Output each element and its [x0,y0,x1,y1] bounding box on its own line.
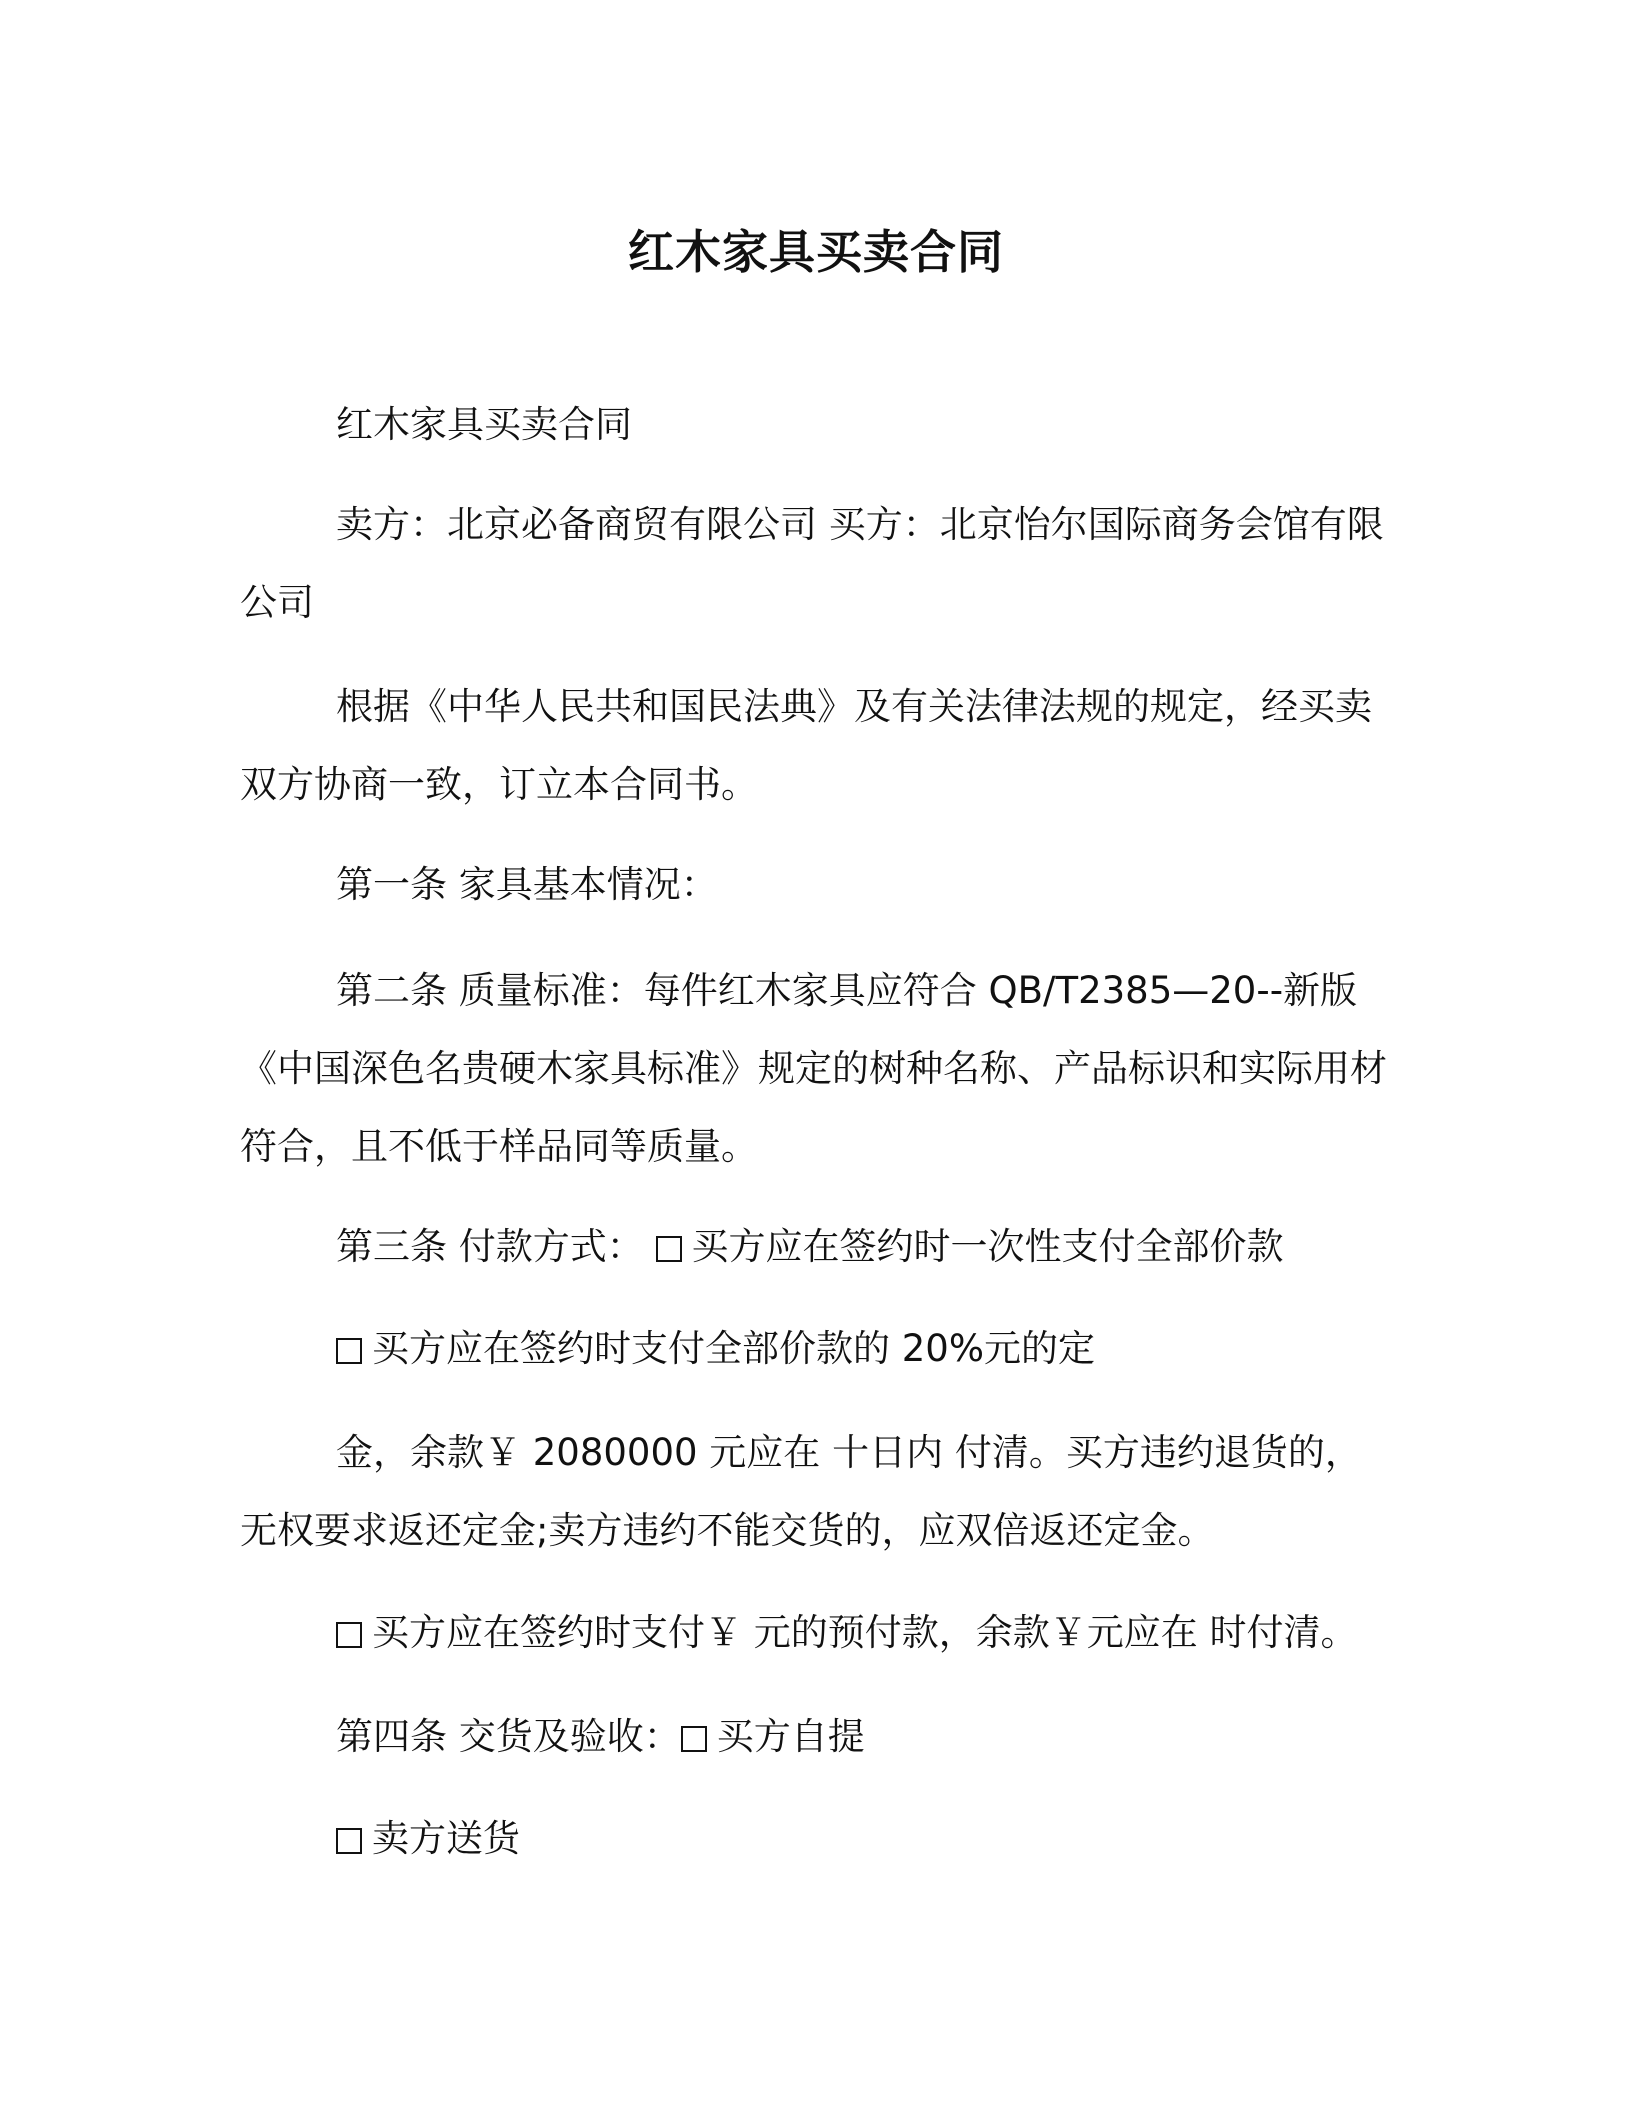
delivery-option-2-label: 卖方送货 [372,1817,520,1860]
payment-option-2-label: 买方应在签约时支付全部价款的 20%元的定 [372,1327,1095,1370]
paragraph-article-1 [240,846,1390,924]
paragraph-heading-text: 红木家具买卖合同 [336,403,632,446]
paragraph-preamble-text: 根据《中华人民共和国民法典》及有关法律法规的规定，经买卖双方协商一致，订立本合同书。 [240,685,1372,806]
paragraph-heading [240,386,1390,464]
payment-option-1-label: 买方应在签约时一次性支付全部价款 [691,1225,1284,1268]
article-3-prefix: 第三条 付款方式： [336,1225,644,1268]
payment-option-2-checkbox[interactable] [336,1338,362,1364]
delivery-option-1-checkbox[interactable] [681,1726,707,1752]
payment-option-3-checkbox[interactable] [336,1622,362,1648]
delivery-option-1-label: 买方自提 [716,1715,865,1758]
article-1-text: 第一条 家具基本情况： [336,863,718,906]
article-4-prefix: 第四条 交货及验收： [336,1715,681,1758]
paragraph-payment-option-2 [240,1310,1390,1388]
article-2-text: 第二条 质量标准：每件红木家具应符合 QB/T2385—20--新版《中国深色名贵硬木家具标准》规定的树种名称、产品标识和实际用材符合，且不低于样品同等质量。 [240,969,1387,1168]
paragraph-parties-text: 卖方：北京必备商贸有限公司 买方：北京怡尔国际商务会馆有限公司 [240,503,1384,624]
payment-option-1-checkbox[interactable] [656,1236,682,1262]
deposit-terms-text: 金，余款￥ 2080000 元应在 十日内 付清。买方违约退货的，无权要求返还定金;卖方违约不能交货的，应双倍返还定金。 [240,1431,1362,1552]
paragraph-preamble [240,668,1390,824]
document-title: 红木家具买卖合同 [628,225,1004,279]
delivery-option-2-checkbox[interactable] [336,1828,362,1854]
paragraph-article-3 [240,1208,1390,1286]
paragraph-deposit-terms [240,1414,1390,1570]
paragraph-article-4 [240,1698,1390,1776]
paragraph-payment-option-3 [240,1594,1390,1672]
paragraph-article-2 [240,952,1390,1186]
payment-option-3-label: 买方应在签约时支付￥ 元的预付款，余款￥元应在 时付清。 [372,1611,1358,1654]
paragraph-delivery-option-2 [240,1800,1390,1878]
paragraph-parties [240,486,1390,642]
